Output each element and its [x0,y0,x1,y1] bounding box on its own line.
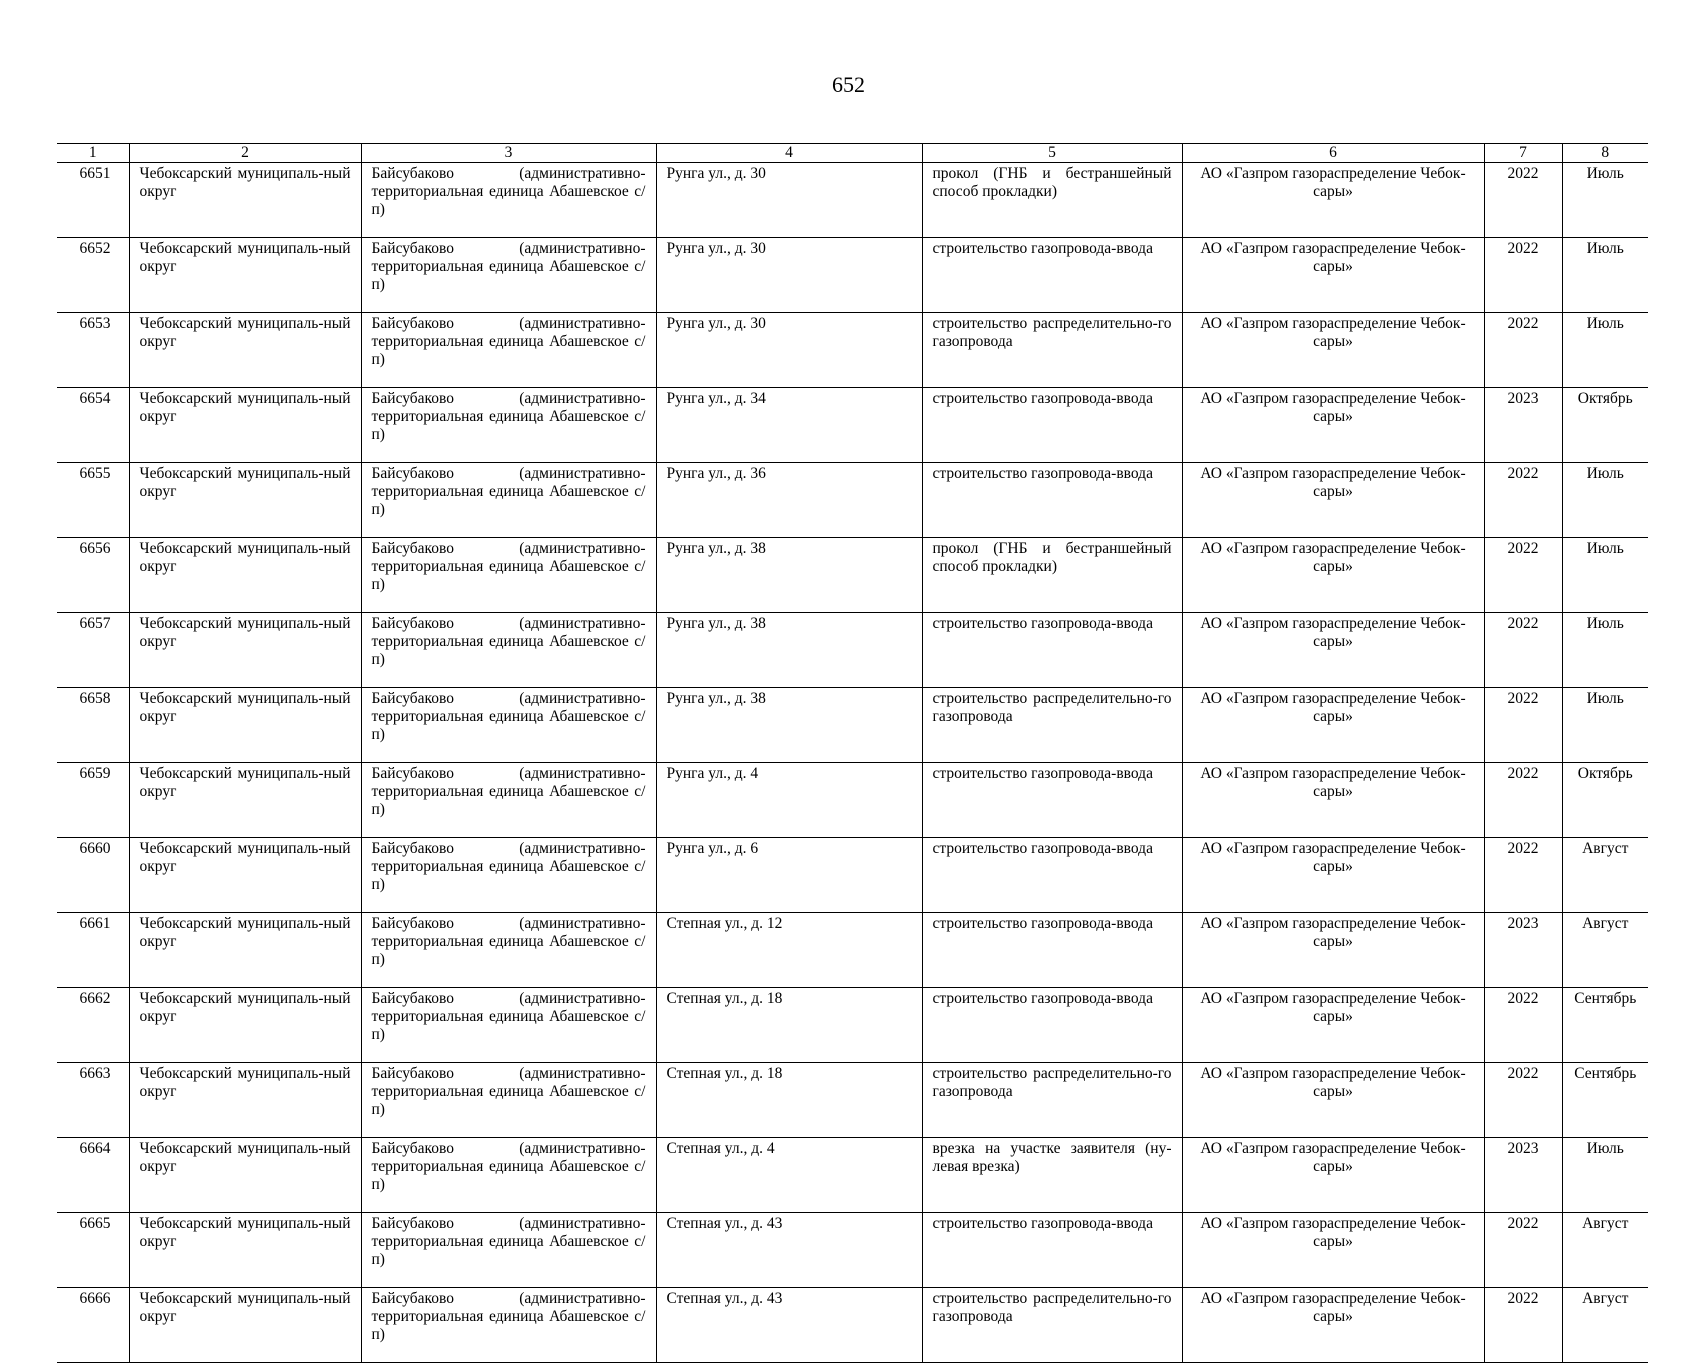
table-row [57,763,1648,838]
work-type-cell [922,163,1182,238]
address-cell: Рунга ул., д. 38 [656,688,922,763]
settlement-text: Байсубаково (административно-территориальная единица Абашевское с/п) [371,165,646,218]
settlement-text: Байсубаково (административно-территориальная единица Абашевское с/п) [371,315,646,368]
district-cell [129,1288,361,1363]
work-type-text: строительство распределительно-го газопровода [932,1065,1172,1100]
district-cell [129,238,361,313]
district-text: Чебоксарский муниципаль-ный округ [139,165,351,200]
settlement-cell [361,688,656,763]
row-number: 6652 [57,238,129,313]
settlement-cell [361,1288,656,1363]
year-cell: 2023 [1484,388,1562,463]
month-cell: Июль [1562,163,1648,238]
district-cell [129,1213,361,1288]
column-header-5: 5 [922,144,1182,163]
row-number: 6660 [57,838,129,913]
settlement-text: Байсубаково (административно-территориальная единица Абашевское с/п) [371,690,646,743]
organization-cell: АО «Газпром газораспределение Чебок-сары» [1182,913,1484,988]
table-row [57,1138,1648,1213]
district-text: Чебоксарский муниципаль-ный округ [139,540,351,575]
row-number: 6661 [57,913,129,988]
header-row [57,144,1648,163]
address-cell: Рунга ул., д. 6 [656,838,922,913]
settlement-text: Байсубаково (административно-территориальная единица Абашевское с/п) [371,465,646,518]
column-header-2: 2 [129,144,361,163]
work-type-cell [922,838,1182,913]
column-header-7: 7 [1484,144,1562,163]
district-text: Чебоксарский муниципаль-ный округ [139,1290,351,1325]
column-header-8: 8 [1562,144,1648,163]
organization-cell: АО «Газпром газораспределение Чебок-сары» [1182,1138,1484,1213]
month-cell: Октябрь [1562,388,1648,463]
month-cell: Июль [1562,538,1648,613]
settlement-text: Байсубаково (административно-территориальная единица Абашевское с/п) [371,1065,646,1118]
work-type-cell [922,688,1182,763]
work-type-text: прокол (ГНБ и бестраншейный способ прокладки) [932,540,1172,575]
settlement-cell [361,463,656,538]
table-row [57,463,1648,538]
work-type-cell [922,238,1182,313]
district-cell [129,463,361,538]
district-cell [129,163,361,238]
work-type-cell [922,538,1182,613]
organization-cell: АО «Газпром газораспределение Чебок-сары» [1182,688,1484,763]
month-cell: Июль [1562,1138,1648,1213]
year-cell: 2022 [1484,1063,1562,1138]
work-type-cell [922,1288,1182,1363]
table-row [57,688,1648,763]
settlement-cell [361,313,656,388]
settlement-text: Байсубаково (административно-территориальная единица Абашевское с/п) [371,1215,646,1268]
settlement-text: Байсубаково (административно-территориальная единица Абашевское с/п) [371,240,646,293]
month-cell: Июль [1562,688,1648,763]
table-body [57,163,1648,1363]
table-row [57,238,1648,313]
work-type-cell [922,763,1182,838]
settlement-cell [361,163,656,238]
month-cell: Июль [1562,238,1648,313]
settlement-text: Байсубаково (административно-территориальная единица Абашевское с/п) [371,615,646,668]
settlement-cell [361,1213,656,1288]
settlement-text: Байсубаково (административно-территориальная единица Абашевское с/п) [371,915,646,968]
district-cell [129,1138,361,1213]
row-number: 6653 [57,313,129,388]
work-type-text: строительство газопровода-ввода [932,840,1153,857]
table-row [57,613,1648,688]
row-number: 6664 [57,1138,129,1213]
settlement-cell [361,388,656,463]
year-cell: 2022 [1484,313,1562,388]
district-text: Чебоксарский муниципаль-ный округ [139,1140,351,1175]
district-cell [129,988,361,1063]
table-row [57,1063,1648,1138]
settlement-text: Байсубаково (административно-территориальная единица Абашевское с/п) [371,840,646,893]
district-text: Чебоксарский муниципаль-ный округ [139,1215,351,1250]
district-text: Чебоксарский муниципаль-ный округ [139,615,351,650]
work-type-cell [922,913,1182,988]
work-type-cell [922,1213,1182,1288]
settlement-cell [361,838,656,913]
work-type-text: строительство газопровода-ввода [932,390,1153,407]
district-cell [129,763,361,838]
settlement-text: Байсубаково (административно-территориальная единица Абашевское с/п) [371,390,646,443]
district-text: Чебоксарский муниципаль-ный округ [139,465,351,500]
settlement-cell [361,1138,656,1213]
district-cell [129,313,361,388]
row-number: 6662 [57,988,129,1063]
table-row [57,313,1648,388]
organization-cell: АО «Газпром газораспределение Чебок-сары» [1182,763,1484,838]
district-text: Чебоксарский муниципаль-ный округ [139,240,351,275]
district-text: Чебоксарский муниципаль-ный округ [139,690,351,725]
work-type-text: строительство газопровода-ввода [932,915,1153,932]
work-type-text: строительство распределительно-го газопровода [932,690,1172,725]
address-cell: Степная ул., д. 4 [656,1138,922,1213]
address-cell: Рунга ул., д. 30 [656,238,922,313]
work-type-cell [922,463,1182,538]
row-number: 6659 [57,763,129,838]
organization-cell: АО «Газпром газораспределение Чебок-сары» [1182,463,1484,538]
settlement-cell [361,1063,656,1138]
district-text: Чебоксарский муниципаль-ный округ [139,1065,351,1100]
year-cell: 2022 [1484,613,1562,688]
work-type-text: строительство газопровода-ввода [932,465,1153,482]
settlement-cell [361,988,656,1063]
month-cell: Август [1562,1288,1648,1363]
month-cell: Август [1562,913,1648,988]
work-type-text: врезка на участке заявителя (ну-левая врезка) [932,1140,1172,1175]
settlement-cell [361,238,656,313]
address-cell: Степная ул., д. 43 [656,1288,922,1363]
settlement-text: Байсубаково (административно-территориальная единица Абашевское с/п) [371,765,646,818]
month-cell: Сентябрь [1562,988,1648,1063]
organization-cell: АО «Газпром газораспределение Чебок-сары» [1182,538,1484,613]
settlement-text: Байсубаково (административно-территориальная единица Абашевское с/п) [371,1140,646,1193]
district-cell [129,1063,361,1138]
year-cell: 2022 [1484,688,1562,763]
month-cell: Июль [1562,313,1648,388]
month-cell: Сентябрь [1562,1063,1648,1138]
work-type-cell [922,613,1182,688]
table-row [57,538,1648,613]
column-header-6: 6 [1182,144,1484,163]
district-cell [129,688,361,763]
row-number: 6657 [57,613,129,688]
address-cell: Степная ул., д. 18 [656,988,922,1063]
work-type-text: прокол (ГНБ и бестраншейный способ прокладки) [932,165,1172,200]
address-cell: Рунга ул., д. 4 [656,763,922,838]
organization-cell: АО «Газпром газораспределение Чебок-сары» [1182,388,1484,463]
address-cell: Рунга ул., д. 30 [656,163,922,238]
work-type-text: строительство газопровода-ввода [932,1215,1153,1232]
table-row [57,1213,1648,1288]
row-number: 6663 [57,1063,129,1138]
address-cell: Рунга ул., д. 34 [656,388,922,463]
year-cell: 2022 [1484,988,1562,1063]
work-type-text: строительство распределительно-го газопровода [932,1290,1172,1325]
column-header-3: 3 [361,144,656,163]
work-type-text: строительство газопровода-ввода [932,615,1153,632]
table-row [57,838,1648,913]
row-number: 6665 [57,1213,129,1288]
work-type-cell [922,1138,1182,1213]
year-cell: 2023 [1484,1138,1562,1213]
settlement-cell [361,763,656,838]
address-cell: Степная ул., д. 43 [656,1213,922,1288]
row-number: 6666 [57,1288,129,1363]
address-cell: Степная ул., д. 18 [656,1063,922,1138]
month-cell: Август [1562,1213,1648,1288]
organization-cell: АО «Газпром газораспределение Чебок-сары» [1182,1213,1484,1288]
year-cell: 2022 [1484,463,1562,538]
settlement-cell [361,613,656,688]
work-type-cell [922,1063,1182,1138]
year-cell: 2022 [1484,1288,1562,1363]
settlement-text: Байсубаково (административно-территориальная единица Абашевское с/п) [371,990,646,1043]
district-text: Чебоксарский муниципаль-ный округ [139,390,351,425]
row-number: 6655 [57,463,129,538]
organization-cell: АО «Газпром газораспределение Чебок-сары» [1182,838,1484,913]
month-cell: Октябрь [1562,763,1648,838]
district-cell [129,388,361,463]
column-header-4: 4 [656,144,922,163]
work-type-text: строительство газопровода-ввода [932,240,1153,257]
year-cell: 2022 [1484,838,1562,913]
address-cell: Рунга ул., д. 38 [656,613,922,688]
row-number: 6654 [57,388,129,463]
organization-cell: АО «Газпром газораспределение Чебок-сары» [1182,613,1484,688]
district-text: Чебоксарский муниципаль-ный округ [139,765,351,800]
month-cell: Август [1562,838,1648,913]
organization-cell: АО «Газпром газораспределение Чебок-сары» [1182,238,1484,313]
column-header-1: 1 [57,144,129,163]
district-cell [129,538,361,613]
year-cell: 2022 [1484,238,1562,313]
district-text: Чебоксарский муниципаль-ный округ [139,315,351,350]
organization-cell: АО «Газпром газораспределение Чебок-сары» [1182,163,1484,238]
address-cell: Рунга ул., д. 30 [656,313,922,388]
organization-cell: АО «Газпром газораспределение Чебок-сары» [1182,313,1484,388]
page-number: 652 [832,72,865,97]
table-row [57,988,1648,1063]
gasification-schedule-table [57,143,1648,1363]
table-row [57,1288,1648,1363]
table-row [57,388,1648,463]
settlement-cell [361,538,656,613]
work-type-text: строительство распределительно-го газопровода [932,315,1172,350]
table-row [57,163,1648,238]
district-cell [129,838,361,913]
year-cell: 2022 [1484,538,1562,613]
row-number: 6651 [57,163,129,238]
work-type-cell [922,988,1182,1063]
district-cell [129,613,361,688]
district-text: Чебоксарский муниципаль-ный округ [139,990,351,1025]
year-cell: 2023 [1484,913,1562,988]
year-cell: 2022 [1484,163,1562,238]
address-cell: Рунга ул., д. 38 [656,538,922,613]
address-cell: Рунга ул., д. 36 [656,463,922,538]
row-number: 6656 [57,538,129,613]
month-cell: Июль [1562,463,1648,538]
table-row [57,913,1648,988]
settlement-text: Байсубаково (административно-территориальная единица Абашевское с/п) [371,1290,646,1343]
district-cell [129,913,361,988]
work-type-cell [922,388,1182,463]
row-number: 6658 [57,688,129,763]
work-type-text: строительство газопровода-ввода [932,765,1153,782]
organization-cell: АО «Газпром газораспределение Чебок-сары» [1182,988,1484,1063]
settlement-text: Байсубаково (административно-территориальная единица Абашевское с/п) [371,540,646,593]
district-text: Чебоксарский муниципаль-ный округ [139,840,351,875]
year-cell: 2022 [1484,1213,1562,1288]
district-text: Чебоксарский муниципаль-ный округ [139,915,351,950]
work-type-cell [922,313,1182,388]
address-cell: Степная ул., д. 12 [656,913,922,988]
settlement-cell [361,913,656,988]
organization-cell: АО «Газпром газораспределение Чебок-сары» [1182,1063,1484,1138]
month-cell: Июль [1562,613,1648,688]
year-cell: 2022 [1484,763,1562,838]
work-type-text: строительство газопровода-ввода [932,990,1153,1007]
organization-cell: АО «Газпром газораспределение Чебок-сары» [1182,1288,1484,1363]
